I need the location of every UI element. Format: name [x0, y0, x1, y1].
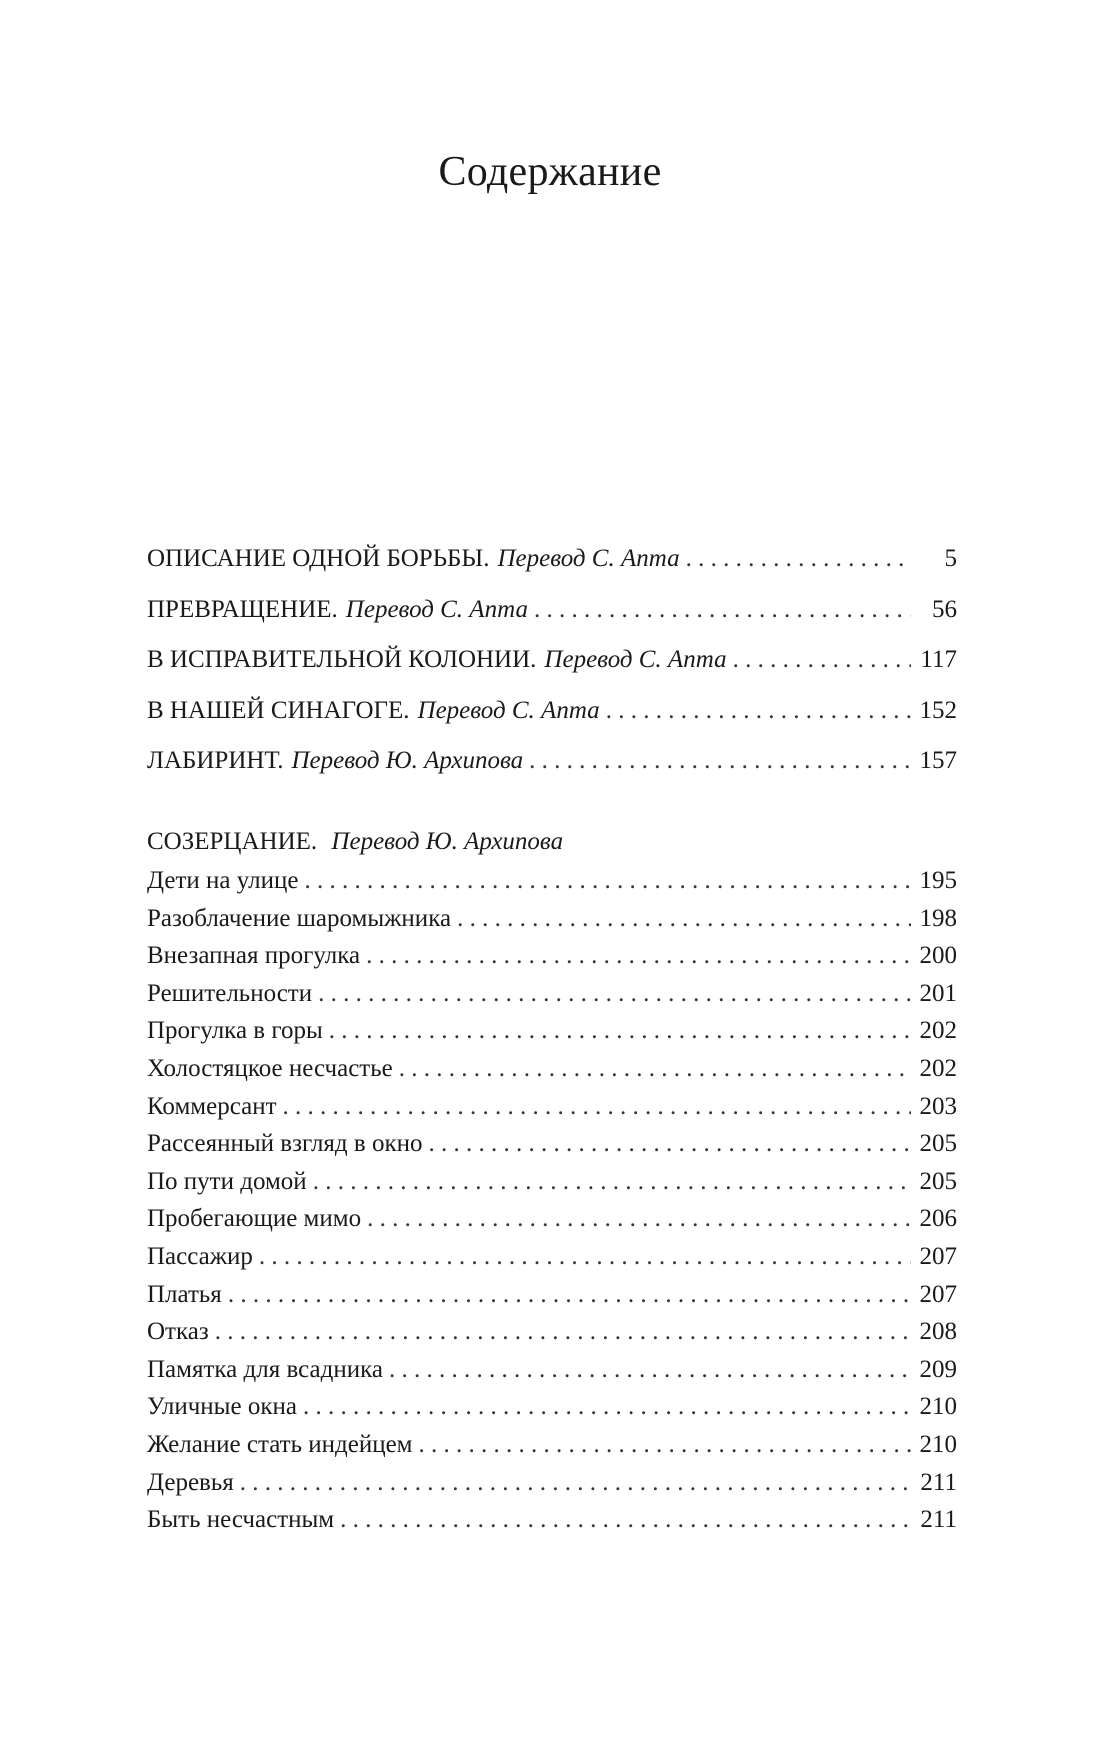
dot-leader — [366, 937, 911, 975]
dot-leader — [457, 900, 911, 938]
toc-entry — [147, 1125, 957, 1163]
entry-page-number: 210 — [919, 1430, 957, 1458]
dot-leader — [259, 1238, 911, 1276]
entry-title: Решительности — [147, 979, 313, 1007]
dot-leader — [313, 1163, 911, 1201]
entry-title: В ИСПРАВИТЕЛЬНОЙ КОЛОНИИ. — [147, 646, 537, 673]
table-of-contents-main — [147, 534, 957, 787]
dot-leader — [228, 1276, 911, 1314]
section-translator: Перевод Ю. Архипова — [331, 828, 564, 855]
entry-title: ПРЕВРАЩЕНИЕ. — [147, 595, 338, 623]
entry-page-number: 202 — [919, 1054, 957, 1082]
entry-title: Уличные окна — [147, 1393, 297, 1421]
entry-page-number: 203 — [919, 1092, 957, 1120]
page-title: Содержание — [438, 149, 662, 195]
dot-leader — [240, 1464, 911, 1502]
table-of-contents-section — [147, 822, 957, 1539]
toc-entry — [147, 1088, 957, 1126]
section-title: СОЗЕРЦАНИЕ. — [147, 828, 318, 855]
entry-title: Холостяцкое несчастье — [147, 1054, 393, 1082]
entry-page-number: 56 — [932, 595, 957, 623]
entry-title: Прогулка в горы — [147, 1017, 323, 1045]
dot-leader — [329, 1012, 911, 1050]
entry-title: Желание стать индейцем — [147, 1430, 413, 1458]
entry-title: В НАШЕЙ СИНАГОГЕ. — [147, 696, 410, 724]
toc-entry — [147, 900, 957, 938]
toc-entry — [147, 975, 957, 1013]
entry-page-number: 211 — [920, 1506, 957, 1534]
dot-leader — [399, 1050, 911, 1088]
toc-entry — [147, 1050, 957, 1088]
entry-title: Пассажир — [147, 1242, 253, 1270]
entry-page-number: 198 — [919, 904, 957, 932]
entry-title: Пробегающие мимо — [147, 1205, 362, 1233]
dot-leader — [733, 635, 911, 686]
entry-page-number: 206 — [919, 1205, 957, 1233]
dot-leader — [318, 975, 911, 1013]
entry-title: ЛАБИРИНТ. — [147, 747, 284, 774]
entry-title: Дети на улице — [147, 867, 299, 894]
toc-entry — [147, 1464, 957, 1502]
toc-entry — [147, 1351, 957, 1389]
entry-page-number: 117 — [920, 646, 957, 673]
entry-title: Разоблачение шаромыжника — [147, 904, 452, 932]
entry-page-number: 210 — [919, 1393, 957, 1421]
toc-entry — [147, 1012, 957, 1050]
entry-title: По пути домой — [147, 1167, 307, 1195]
entry-title: Отказ — [147, 1318, 209, 1346]
toc-entry — [147, 1163, 957, 1201]
dot-leader — [686, 534, 911, 585]
toc-entry — [147, 1238, 957, 1276]
toc-entry — [147, 736, 957, 787]
entry-title: Внезапная прогулка — [147, 942, 361, 970]
toc-entry — [147, 1426, 957, 1464]
toc-entry — [147, 1501, 957, 1539]
dot-leader — [606, 686, 911, 737]
toc-entry — [147, 635, 957, 686]
entry-translator: Перевод С. Апта — [544, 646, 727, 673]
toc-entry — [147, 1276, 957, 1314]
entry-page-number: 200 — [919, 942, 957, 970]
entry-page-number: 205 — [919, 1167, 957, 1195]
entry-page-number: 208 — [919, 1318, 957, 1346]
dot-leader — [389, 1351, 911, 1389]
dot-leader — [215, 1313, 911, 1351]
dot-leader — [534, 585, 911, 636]
toc-entry — [147, 862, 957, 900]
entry-page-number: 195 — [919, 867, 957, 894]
toc-entry — [147, 937, 957, 975]
entry-translator: Перевод Ю. Архипова — [291, 747, 524, 774]
entry-title: Платья — [147, 1280, 222, 1308]
entry-translator: Перевод С. Апта — [345, 595, 528, 623]
entry-title: Рассеянный взгляд в окно — [147, 1130, 423, 1158]
entry-page-number: 211 — [920, 1468, 957, 1496]
toc-entry — [147, 534, 957, 585]
toc-entry — [147, 686, 957, 737]
dot-leader — [340, 1501, 911, 1539]
entry-translator: Перевод С. Апта — [417, 696, 600, 724]
dot-leader — [283, 1088, 912, 1126]
section-heading — [147, 822, 957, 862]
dot-leader — [428, 1125, 911, 1163]
entry-page-number: 202 — [919, 1017, 957, 1045]
entry-title: Быть несчастным — [147, 1506, 335, 1534]
entry-title: Памятка для всадника — [147, 1355, 383, 1383]
dot-leader — [304, 862, 911, 900]
entry-translator: Перевод С. Апта — [497, 545, 680, 572]
toc-entry — [147, 1200, 957, 1238]
entry-page-number: 207 — [919, 1242, 957, 1270]
entry-title: Деревья — [147, 1468, 234, 1496]
dot-leader — [303, 1388, 911, 1426]
section-item-list — [147, 862, 957, 1539]
entry-page-number: 209 — [919, 1355, 957, 1383]
entry-page-number: 152 — [919, 696, 957, 724]
dot-leader — [529, 736, 911, 787]
entry-title: Коммерсант — [147, 1092, 277, 1120]
entry-title: ОПИСАНИЕ ОДНОЙ БОРЬБЫ. — [147, 545, 490, 572]
toc-entry — [147, 1388, 957, 1426]
entry-page-number: 205 — [919, 1130, 957, 1158]
entry-page-number: 201 — [919, 979, 957, 1007]
toc-entry — [147, 1313, 957, 1351]
dot-leader — [419, 1426, 911, 1464]
entry-page-number: 157 — [919, 747, 957, 774]
dot-leader — [367, 1200, 911, 1238]
entry-page-number: 5 — [944, 545, 957, 572]
toc-entry — [147, 585, 957, 636]
entry-page-number: 207 — [919, 1280, 957, 1308]
